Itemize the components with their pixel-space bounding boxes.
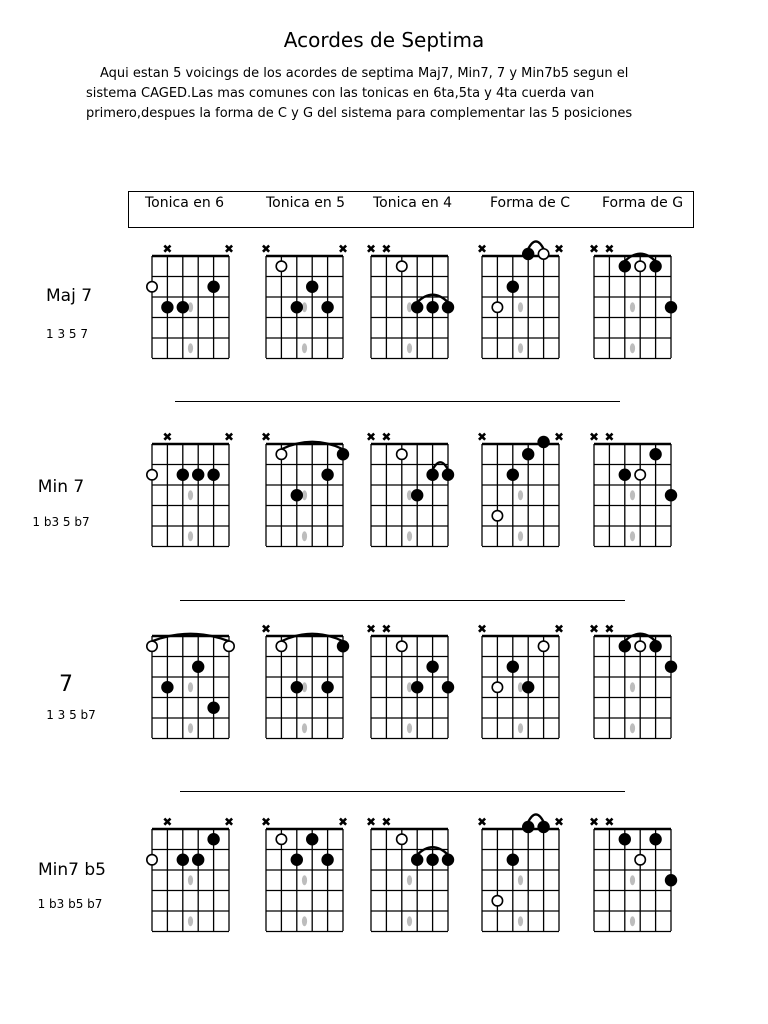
finger-dot bbox=[306, 281, 318, 293]
muted-string-icon: ✖ bbox=[588, 815, 600, 829]
muted-string-icon: ✖ bbox=[476, 815, 488, 829]
root-note-dot bbox=[397, 261, 407, 271]
finger-dot bbox=[665, 661, 677, 673]
muted-string-icon: ✖ bbox=[223, 242, 235, 256]
root-note-dot bbox=[276, 449, 286, 459]
fret-marker bbox=[188, 490, 193, 500]
row-formula-dom7: 1 3 5 b7 bbox=[46, 708, 96, 722]
muted-string-icon: ✖ bbox=[381, 815, 392, 829]
finger-dot bbox=[321, 301, 333, 313]
finger-dot bbox=[507, 469, 519, 481]
root-note-dot bbox=[397, 449, 407, 459]
finger-dot bbox=[522, 681, 534, 693]
finger-dot bbox=[649, 640, 661, 652]
finger-dot bbox=[507, 854, 519, 866]
barre-arc bbox=[433, 462, 448, 470]
muted-string-icon: ✖ bbox=[381, 622, 392, 636]
finger-dot bbox=[507, 281, 519, 293]
finger-dot bbox=[321, 469, 333, 481]
column-label-tonica-5: Tonica en 5 bbox=[266, 195, 346, 211]
root-note-dot bbox=[492, 682, 502, 692]
root-note-dot bbox=[147, 855, 157, 865]
finger-dot bbox=[537, 821, 549, 833]
finger-dot bbox=[649, 260, 661, 272]
fret-marker bbox=[518, 343, 523, 353]
fret-marker bbox=[302, 723, 307, 733]
column-label-tonica-4: Tonica en 4 bbox=[373, 195, 453, 211]
finger-dot bbox=[207, 702, 219, 714]
muted-string-icon: ✖ bbox=[381, 242, 392, 256]
muted-string-icon: ✖ bbox=[604, 242, 615, 256]
finger-dot bbox=[306, 833, 318, 845]
fret-marker bbox=[302, 875, 307, 885]
muted-string-icon: ✖ bbox=[337, 815, 349, 829]
fret-marker bbox=[630, 490, 635, 500]
fret-marker bbox=[302, 916, 307, 926]
fret-marker bbox=[302, 343, 307, 353]
finger-dot bbox=[426, 661, 438, 673]
fret-marker bbox=[188, 343, 193, 353]
muted-string-icon: ✖ bbox=[604, 815, 615, 829]
fret-marker bbox=[518, 302, 523, 312]
root-note-dot bbox=[492, 302, 502, 312]
fret-marker bbox=[518, 490, 523, 500]
barre-arc bbox=[528, 241, 543, 249]
finger-dot bbox=[426, 854, 438, 866]
column-label-tonica-6: Tonica en 6 bbox=[145, 195, 225, 211]
finger-dot bbox=[619, 640, 631, 652]
finger-dot bbox=[426, 301, 438, 313]
root-note-dot bbox=[224, 641, 234, 651]
row-formula-min7: 1 b3 5 b7 bbox=[32, 515, 90, 529]
finger-dot bbox=[321, 681, 333, 693]
root-note-dot bbox=[276, 261, 286, 271]
muted-string-icon: ✖ bbox=[337, 242, 349, 256]
finger-dot bbox=[442, 854, 454, 866]
finger-dot bbox=[291, 301, 303, 313]
row-formula-min7b5: 1 b3 b5 b7 bbox=[37, 897, 103, 911]
finger-dot bbox=[537, 436, 549, 448]
muted-string-icon: ✖ bbox=[260, 430, 272, 444]
finger-dot bbox=[649, 833, 661, 845]
finger-dot bbox=[522, 448, 534, 460]
fret-marker bbox=[630, 343, 635, 353]
fret-marker bbox=[407, 875, 412, 885]
finger-dot bbox=[207, 281, 219, 293]
muted-string-icon: ✖ bbox=[604, 430, 615, 444]
muted-string-icon: ✖ bbox=[588, 622, 600, 636]
muted-string-icon: ✖ bbox=[162, 242, 173, 256]
muted-string-icon: ✖ bbox=[365, 242, 377, 256]
finger-dot bbox=[161, 681, 173, 693]
root-note-dot bbox=[635, 641, 645, 651]
muted-string-icon: ✖ bbox=[476, 622, 488, 636]
root-note-dot bbox=[635, 470, 645, 480]
fret-marker bbox=[407, 916, 412, 926]
finger-dot bbox=[619, 833, 631, 845]
finger-dot bbox=[665, 489, 677, 501]
row-label-maj7: Maj 7 bbox=[45, 286, 93, 306]
fret-marker bbox=[630, 875, 635, 885]
muted-string-icon: ✖ bbox=[260, 242, 272, 256]
muted-string-icon: ✖ bbox=[223, 430, 235, 444]
fret-marker bbox=[518, 916, 523, 926]
row-label-dom7: 7 bbox=[59, 672, 73, 697]
root-note-dot bbox=[397, 641, 407, 651]
muted-string-icon: ✖ bbox=[162, 815, 173, 829]
finger-dot bbox=[442, 469, 454, 481]
finger-dot bbox=[337, 640, 349, 652]
finger-dot bbox=[665, 301, 677, 313]
finger-dot bbox=[192, 854, 204, 866]
root-note-dot bbox=[492, 511, 502, 521]
muted-string-icon: ✖ bbox=[588, 430, 600, 444]
muted-string-icon: ✖ bbox=[553, 430, 565, 444]
finger-dot bbox=[522, 248, 534, 260]
finger-dot bbox=[411, 301, 423, 313]
fret-marker bbox=[188, 916, 193, 926]
page-title: Acordes de Septima bbox=[283, 28, 485, 52]
finger-dot bbox=[522, 821, 534, 833]
fret-marker bbox=[518, 723, 523, 733]
root-note-dot bbox=[147, 282, 157, 292]
finger-dot bbox=[177, 469, 189, 481]
root-note-dot bbox=[538, 249, 548, 259]
intro-line: sistema CAGED.Las mas comunes con las tonicas en 6ta,5ta y 4ta cuerda van bbox=[86, 86, 595, 101]
finger-dot bbox=[507, 661, 519, 673]
fret-marker bbox=[518, 531, 523, 541]
muted-string-icon: ✖ bbox=[588, 242, 600, 256]
muted-string-icon: ✖ bbox=[365, 430, 377, 444]
muted-string-icon: ✖ bbox=[553, 815, 565, 829]
column-label-forma-g: Forma de G bbox=[602, 195, 684, 211]
finger-dot bbox=[649, 448, 661, 460]
fret-marker bbox=[188, 682, 193, 692]
muted-string-icon: ✖ bbox=[365, 815, 377, 829]
muted-string-icon: ✖ bbox=[365, 622, 377, 636]
fret-marker bbox=[630, 723, 635, 733]
fret-marker bbox=[188, 723, 193, 733]
muted-string-icon: ✖ bbox=[553, 622, 565, 636]
finger-dot bbox=[411, 489, 423, 501]
muted-string-icon: ✖ bbox=[260, 815, 272, 829]
muted-string-icon: ✖ bbox=[604, 622, 615, 636]
finger-dot bbox=[619, 260, 631, 272]
finger-dot bbox=[291, 854, 303, 866]
root-note-dot bbox=[538, 641, 548, 651]
root-note-dot bbox=[635, 261, 645, 271]
finger-dot bbox=[161, 301, 173, 313]
finger-dot bbox=[192, 469, 204, 481]
muted-string-icon: ✖ bbox=[553, 242, 565, 256]
finger-dot bbox=[207, 469, 219, 481]
root-note-dot bbox=[147, 470, 157, 480]
finger-dot bbox=[291, 681, 303, 693]
root-note-dot bbox=[397, 834, 407, 844]
finger-dot bbox=[442, 301, 454, 313]
muted-string-icon: ✖ bbox=[223, 815, 235, 829]
row-formula-maj7: 1 3 5 7 bbox=[46, 327, 88, 341]
finger-dot bbox=[411, 854, 423, 866]
muted-string-icon: ✖ bbox=[260, 622, 272, 636]
fret-marker bbox=[630, 682, 635, 692]
row-label-min7b5: Min7 b5 bbox=[38, 860, 106, 880]
column-label-forma-c: Forma de C bbox=[490, 195, 571, 211]
root-note-dot bbox=[492, 896, 502, 906]
muted-string-icon: ✖ bbox=[476, 242, 488, 256]
finger-dot bbox=[177, 301, 189, 313]
muted-string-icon: ✖ bbox=[476, 430, 488, 444]
finger-dot bbox=[177, 854, 189, 866]
fret-marker bbox=[407, 723, 412, 733]
fret-marker bbox=[302, 531, 307, 541]
finger-dot bbox=[291, 489, 303, 501]
finger-dot bbox=[337, 448, 349, 460]
muted-string-icon: ✖ bbox=[162, 430, 173, 444]
finger-dot bbox=[442, 681, 454, 693]
finger-dot bbox=[411, 681, 423, 693]
muted-string-icon: ✖ bbox=[381, 430, 392, 444]
intro-line: Aqui estan 5 voicings de los acordes de septima Maj7, Min7, 7 y Min7b5 segun el bbox=[100, 66, 629, 81]
fret-marker bbox=[518, 875, 523, 885]
root-note-dot bbox=[276, 834, 286, 844]
root-note-dot bbox=[635, 855, 645, 865]
finger-dot bbox=[426, 469, 438, 481]
intro-line: primero,despues la forma de C y G del sistema para complementar las 5 posiciones bbox=[86, 106, 633, 121]
row-label-min7: Min 7 bbox=[37, 477, 85, 497]
finger-dot bbox=[619, 469, 631, 481]
fret-marker bbox=[407, 531, 412, 541]
fret-marker bbox=[630, 531, 635, 541]
finger-dot bbox=[207, 833, 219, 845]
fret-marker bbox=[630, 302, 635, 312]
root-note-dot bbox=[147, 641, 157, 651]
fret-marker bbox=[407, 343, 412, 353]
barre-arc bbox=[528, 814, 543, 822]
finger-dot bbox=[192, 661, 204, 673]
root-note-dot bbox=[276, 641, 286, 651]
fret-marker bbox=[188, 875, 193, 885]
finger-dot bbox=[665, 874, 677, 886]
fret-marker bbox=[630, 916, 635, 926]
finger-dot bbox=[321, 854, 333, 866]
fret-marker bbox=[188, 531, 193, 541]
